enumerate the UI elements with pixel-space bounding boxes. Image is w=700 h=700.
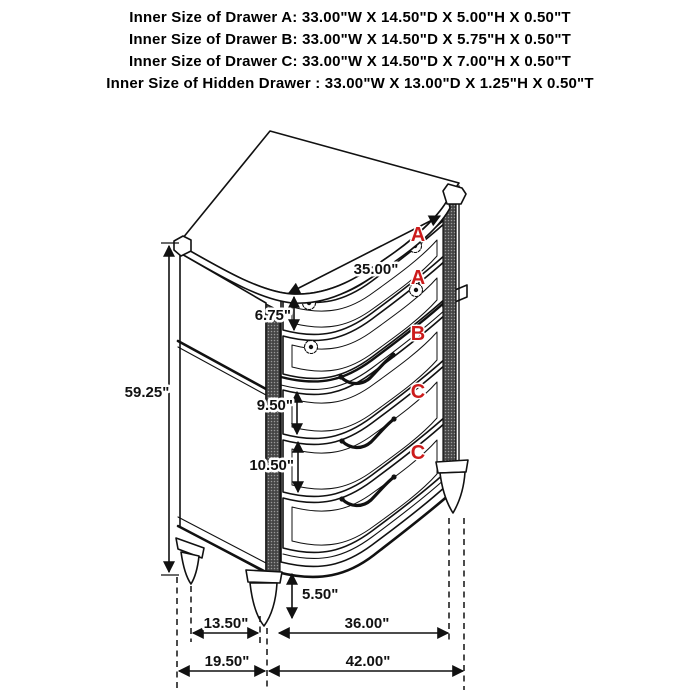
chest-illustration	[174, 131, 468, 626]
text-base-width-inner: 36.00"	[344, 615, 390, 632]
left-pilaster	[266, 304, 280, 582]
text-drawer-b-height: 9.50"	[256, 397, 293, 414]
title-line-hidden-drawer: Inner Size of Hidden Drawer : 33.00"W X 13.00"D X 1.25"H X 0.50"T	[106, 75, 594, 92]
text-base-width-overall: 42.00"	[345, 653, 391, 670]
top-corner-right	[443, 184, 466, 204]
leg-back-left	[176, 538, 204, 584]
dim-overall-height	[161, 243, 179, 575]
label-drawer-c1: C	[410, 381, 426, 403]
knob-a2-left	[305, 341, 318, 354]
text-base-depth-overall: 19.50"	[204, 653, 250, 670]
right-pilaster	[443, 196, 456, 468]
title-line-drawer-a: Inner Size of Drawer A: 33.00"W X 14.50"D X 5.00"H X 0.50"T	[129, 9, 571, 26]
text-base-depth-inner: 13.50"	[203, 615, 249, 632]
title-line-drawer-b: Inner Size of Drawer B: 33.00"W X 14.50"D X 5.75"H X 0.50"T	[128, 31, 572, 48]
title-line-drawer-c: Inner Size of Drawer C: 33.00"W X 14.50"D X 7.00"H X 0.50"T	[128, 53, 572, 70]
text-drawer-c-height: 10.50"	[249, 457, 294, 474]
text-drawer-a-height: 6.75"	[254, 307, 291, 324]
leg-front-left	[246, 570, 282, 626]
label-drawer-a1: A	[410, 224, 426, 246]
label-drawer-b: B	[410, 323, 426, 345]
label-drawer-c2: C	[410, 442, 426, 464]
text-drawer-front-width: 35.00"	[353, 261, 399, 278]
text-leg-height: 5.50"	[302, 586, 339, 603]
label-drawer-a2: A	[410, 267, 426, 289]
top-corner-left	[174, 236, 191, 256]
text-overall-height: 59.25"	[124, 384, 170, 401]
chest-left-panel	[178, 253, 266, 573]
